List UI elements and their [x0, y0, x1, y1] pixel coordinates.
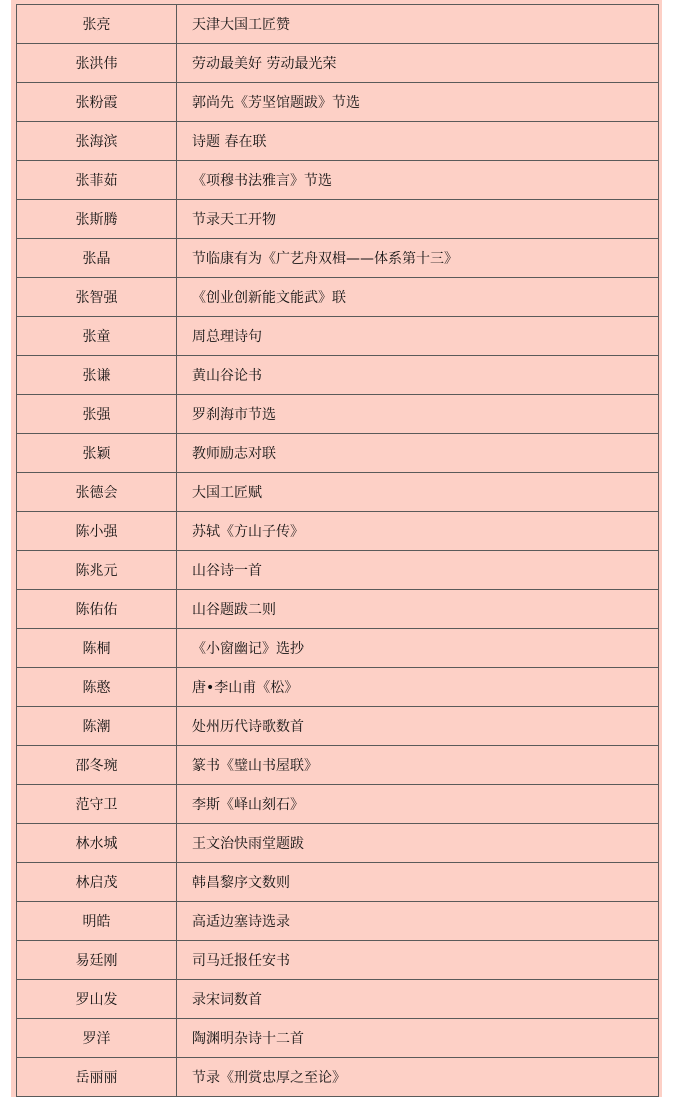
- table-row: [17, 83, 659, 122]
- author-name-cell: 陈佑佑: [17, 590, 177, 629]
- author-name-cell: 张斯腾: [17, 200, 177, 239]
- work-title-cell: 韩昌黎序文数则: [177, 863, 659, 902]
- author-name-cell: 张德会: [17, 473, 177, 512]
- work-title-cell: 苏轼《方山子传》: [177, 512, 659, 551]
- author-name-cell: 张童: [17, 317, 177, 356]
- table-row: [17, 863, 659, 902]
- table-row: [17, 239, 659, 278]
- author-name-cell: 易廷刚: [17, 941, 177, 980]
- work-title-cell: 大国工匠赋: [177, 473, 659, 512]
- author-name-cell: 陈桐: [17, 629, 177, 668]
- work-title-cell: 司马迁报任安书: [177, 941, 659, 980]
- table-row: [17, 1019, 659, 1058]
- work-title-cell: 教师励志对联: [177, 434, 659, 473]
- author-name-cell: 范守卫: [17, 785, 177, 824]
- table-row: [17, 980, 659, 1019]
- author-name-cell: 陈潮: [17, 707, 177, 746]
- author-name-cell: 陈兆元: [17, 551, 177, 590]
- author-name-cell: 张海滨: [17, 122, 177, 161]
- table-row: [17, 1058, 659, 1097]
- author-name-cell: 张晶: [17, 239, 177, 278]
- table-row: [17, 5, 659, 44]
- author-name-cell: 张颖: [17, 434, 177, 473]
- work-title-cell: 郭尚先《芳坚馆题跋》节选: [177, 83, 659, 122]
- work-title-cell: 处州历代诗歌数首: [177, 707, 659, 746]
- table-row: [17, 629, 659, 668]
- work-title-cell: 周总理诗句: [177, 317, 659, 356]
- author-name-cell: 张亮: [17, 5, 177, 44]
- work-title-cell: 陶渊明杂诗十二首: [177, 1019, 659, 1058]
- author-name-cell: 林水城: [17, 824, 177, 863]
- work-title-cell: 山谷诗一首: [177, 551, 659, 590]
- work-title-cell: 天津大国工匠赞: [177, 5, 659, 44]
- work-title-cell: 黄山谷论书: [177, 356, 659, 395]
- table-row: [17, 356, 659, 395]
- author-name-cell: 张菲茹: [17, 161, 177, 200]
- author-name-cell: 张洪伟: [17, 44, 177, 83]
- work-title-cell: 罗刹海市节选: [177, 395, 659, 434]
- table-row: [17, 551, 659, 590]
- author-name-cell: 张强: [17, 395, 177, 434]
- author-name-cell: 罗山发: [17, 980, 177, 1019]
- table-row: [17, 122, 659, 161]
- table-row: [17, 434, 659, 473]
- work-title-cell: 篆书《璧山书屋联》: [177, 746, 659, 785]
- author-name-cell: 张智强: [17, 278, 177, 317]
- table-row: [17, 590, 659, 629]
- work-title-cell: 劳动最美好 劳动最光荣: [177, 44, 659, 83]
- table-row: [17, 824, 659, 863]
- work-title-cell: 诗题 春在联: [177, 122, 659, 161]
- table-row: [17, 44, 659, 83]
- author-name-cell: 邵冬琬: [17, 746, 177, 785]
- table-row: [17, 317, 659, 356]
- work-title-cell: 节录《刑赏忠厚之至论》: [177, 1058, 659, 1097]
- author-name-cell: 陈小强: [17, 512, 177, 551]
- work-title-cell: 录宋词数首: [177, 980, 659, 1019]
- author-name-cell: 罗洋: [17, 1019, 177, 1058]
- table-row: [17, 746, 659, 785]
- table-row: [17, 941, 659, 980]
- author-name-cell: 林启茂: [17, 863, 177, 902]
- work-title-cell: 王文治快雨堂题跋: [177, 824, 659, 863]
- table-row: [17, 395, 659, 434]
- work-title-cell: 李斯《峄山刻石》: [177, 785, 659, 824]
- table-row: [17, 200, 659, 239]
- author-name-cell: 张粉霞: [17, 83, 177, 122]
- table-row: [17, 902, 659, 941]
- work-title-cell: 唐•李山甫《松》: [177, 668, 659, 707]
- table-body: [17, 5, 659, 1097]
- table-row: [17, 473, 659, 512]
- table-row: [17, 707, 659, 746]
- author-name-cell: 陈憨: [17, 668, 177, 707]
- author-name-cell: 张谦: [17, 356, 177, 395]
- work-title-cell: 高适边塞诗选录: [177, 902, 659, 941]
- work-title-cell: 《小窗幽记》选抄: [177, 629, 659, 668]
- table-row: [17, 512, 659, 551]
- table-row: [17, 278, 659, 317]
- work-title-cell: 《项穆书法雅言》节选: [177, 161, 659, 200]
- author-name-cell: 明皓: [17, 902, 177, 941]
- table-row: [17, 785, 659, 824]
- work-title-cell: 《创业创新能文能武》联: [177, 278, 659, 317]
- work-title-cell: 节录天工开物: [177, 200, 659, 239]
- table-row: [17, 161, 659, 200]
- document-page: [11, 0, 662, 1097]
- table-row: [17, 668, 659, 707]
- work-title-cell: 节临康有为《广艺舟双楫——体系第十三》: [177, 239, 659, 278]
- name-work-table: [16, 4, 659, 1097]
- author-name-cell: 岳丽丽: [17, 1058, 177, 1097]
- work-title-cell: 山谷题跋二则: [177, 590, 659, 629]
